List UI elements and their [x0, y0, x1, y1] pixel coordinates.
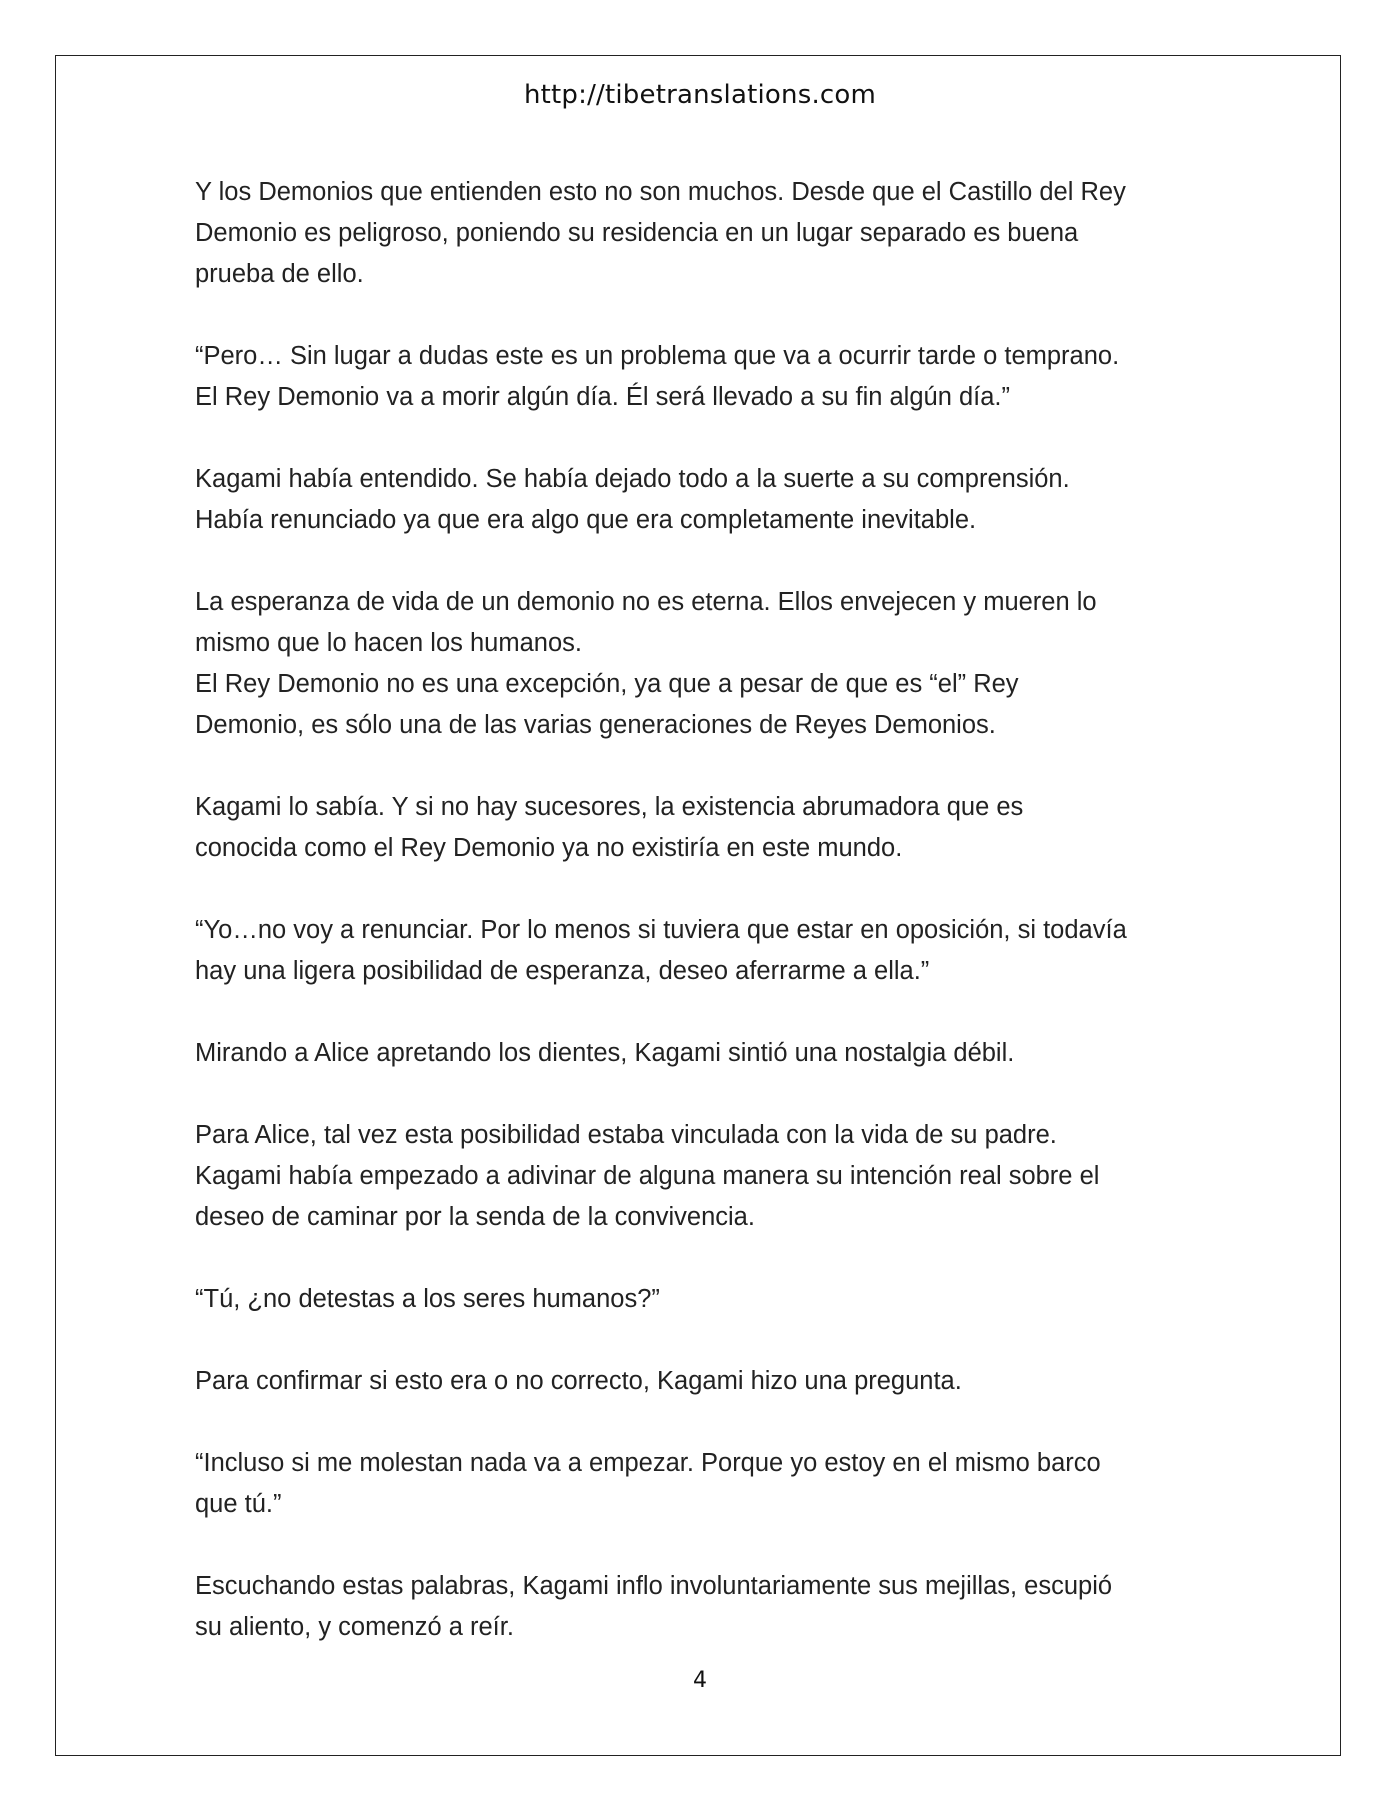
header-url: http://tibetranslations.com	[523, 80, 877, 110]
text-line: su aliento, y comenzó a reír.	[195, 1613, 514, 1641]
text-line: “Incluso si me molestan nada va a empezar. Porque yo estoy en el mismo barco	[195, 1449, 1101, 1477]
text-line: deseo de caminar por la senda de la convivencia.	[195, 1203, 755, 1231]
text-line: mismo que lo hacen los humanos.	[195, 629, 582, 657]
text-line: Escuchando estas palabras, Kagami inflo involuntariamente sus mejillas, escupió	[195, 1572, 1113, 1600]
text-line: conocida como el Rey Demonio ya no existiría en este mundo.	[195, 834, 903, 862]
text-line: “Pero… Sin lugar a dudas este es un problema que va a ocurrir tarde o temprano.	[195, 342, 1120, 370]
paragraph	[195, 336, 1235, 418]
paragraph	[195, 1566, 1235, 1648]
text-line: que tú.”	[195, 1490, 282, 1518]
text-line: Para Alice, tal vez esta posibilidad estaba vinculada con la vida de su padre.	[195, 1121, 1057, 1149]
text-line: Kagami había entendido. Se había dejado todo a la suerte a su comprensión.	[195, 465, 1070, 493]
text-line: Kagami había empezado a adivinar de alguna manera su intención real sobre el	[195, 1162, 1100, 1190]
paragraph	[195, 1361, 1235, 1402]
paragraph	[195, 459, 1235, 541]
text-line: hay una ligera posibilidad de esperanza, deseo aferrarme a ella.”	[195, 957, 930, 985]
text-line: Y los Demonios que entienden esto no son muchos. Desde que el Castillo del Rey	[195, 178, 1126, 206]
text-line: Kagami lo sabía. Y si no hay sucesores, la existencia abrumadora que es	[195, 793, 1024, 821]
text-line: Había renunciado ya que era algo que era completamente inevitable.	[195, 506, 977, 534]
text-line: La esperanza de vida de un demonio no es eterna. Ellos envejecen y mueren lo	[195, 588, 1097, 616]
paragraph	[195, 910, 1235, 992]
paragraph	[195, 172, 1235, 295]
text-line: Demonio, es sólo una de las varias generaciones de Reyes Demonios.	[195, 711, 996, 739]
text-line: El Rey Demonio no es una excepción, ya que a pesar de que es “el” Rey	[195, 670, 1019, 698]
paragraph	[195, 1033, 1235, 1074]
paragraph	[195, 787, 1235, 869]
text-line: prueba de ello.	[195, 260, 364, 288]
text-line: “Yo…no voy a renunciar. Por lo menos si tuviera que estar en oposición, si todavía	[195, 916, 1127, 944]
page-number: 4	[693, 1668, 707, 1693]
paragraph	[195, 1279, 1235, 1320]
text-line: Demonio es peligroso, poniendo su residencia en un lugar separado es buena	[195, 219, 1079, 247]
text-line: “Tú, ¿no detestas a los seres humanos?”	[195, 1285, 660, 1313]
paragraph	[195, 1115, 1235, 1238]
paragraph	[195, 1443, 1235, 1525]
document-body	[195, 172, 1235, 1689]
text-line: El Rey Demonio va a morir algún día. Él será llevado a su fin algún día.”	[195, 383, 1011, 411]
text-line: Mirando a Alice apretando los dientes, Kagami sintió una nostalgia débil.	[195, 1039, 1015, 1067]
paragraph	[195, 582, 1235, 746]
text-line: Para confirmar si esto era o no correcto, Kagami hizo una pregunta.	[195, 1367, 962, 1395]
